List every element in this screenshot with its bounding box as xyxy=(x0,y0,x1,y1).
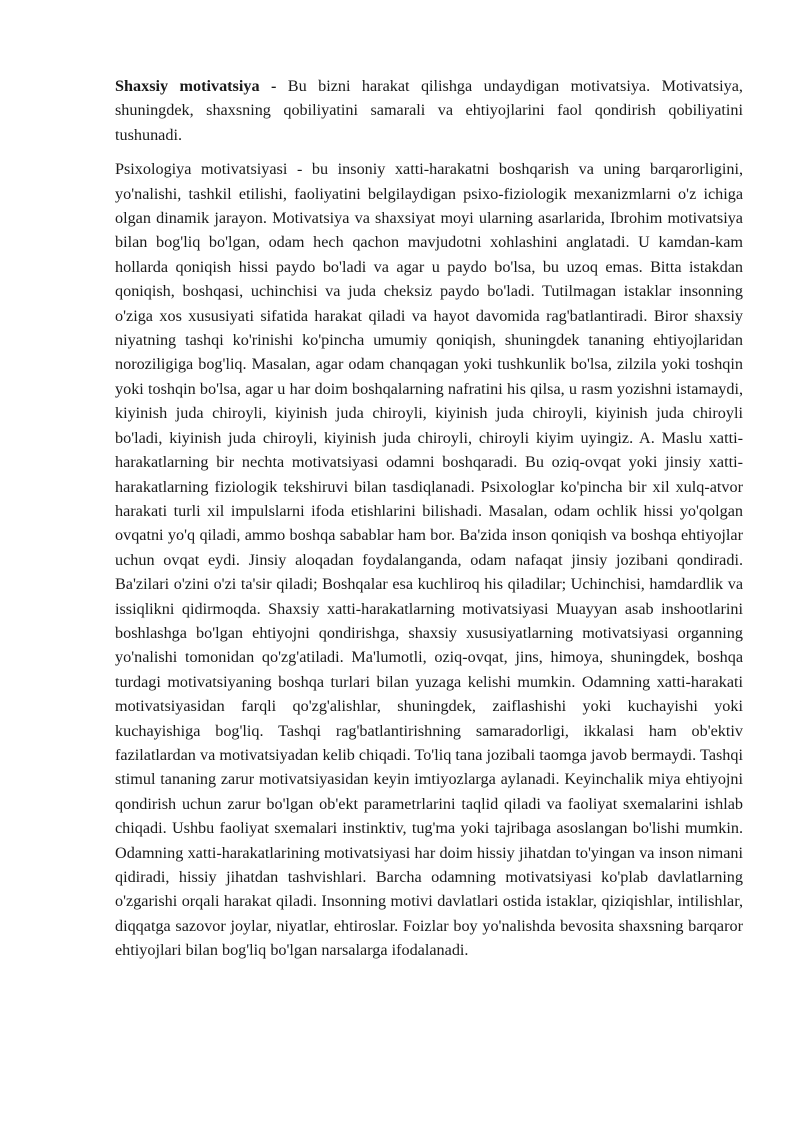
paragraph-text: Psixologiya motivatsiyasi - bu insoniy xatti-harakatni boshqarish va uning barqarorligini, yo'nalishi, tashkil etilishi, faoliyatini belgilaydigan psixo-fiziologik mexanizmlarni o'z ichiga olgan dinamik jarayon. Motivatsiya va shaxsiyat moyi ularning asarlarida, Ibrohim motivatsiya bilan bog'liq bo'lgan, odam hech qachon mavjudotni xohlashini anglatadi. U kamdan-kam hollarda qoniqish hissi paydo bo'ladi va agar u paydo bo'lsa, bu uzoq emas. Bitta istakdan qoniqish, boshqasi, uchinchisi va juda cheksiz paydo bo'ladi. Tutilmagan istaklar insonning o'ziga xos xususiyati sifatida harakat qiladi va hayot davomida rag'batlantiradi. Biror shaxsiy niyatning tashqi ko'rinishi ko'pincha umumiy qoniqish, shuningdek tananing ehtiyojlaridan noroziligiga bog'liq. Masalan, agar odam chanqagan yoki tushkunlik bo'lsa, zilzila yoki toshqin yoki toshqin bo'lsa, agar u har doim boshqalarning nafratini his qilsa, u rasm yozishni istamaydi, kiyinish juda chiroyli, kiyinish juda chiroyli, kiyinish juda chiroyli, kiyinish juda chiroyli bo'ladi, kiyinish juda chiroyli, kiyinish juda chiroyli, chiroyli kiyim uyingiz. A. Maslu xatti-harakatlarning bir nechta motivatsiyasi odamni boshqaradi. Bu oziq-ovqat yoki jinsiy xatti-harakatlarning fiziologik tekshiruvi bilan tasdiqlanadi. Psixologlar ko'pincha bir xil xulq-atvor harakati turli xil impulslarni ifoda etishlarini bilishadi. Masalan, odam ochlik hissi yo'qolgan ovqatni yo'q qiladi, ammo boshqa sabablar ham bor. Ba'zida inson qoniqish va boshqa ehtiyojlar uchun ovqat eydi. Jinsiy aloqadan foydalanganda, odam nafaqat jinsiy jozibani qondiradi. Ba'zilari o'zini o'zi ta'sir qiladi; Boshqalar esa kuchliroq his qiladilar; Uchinchisi, hamdardlik va issiqlikni qidirmoqda. Shaxsiy xatti-harakatlarning motivatsiyasi Muayyan asab inshootlarini boshlashga bo'lgan ehtiyojni qondirishga, shaxsiy xususiyatlarning motivatsiyasi organning yo'nalishi tomonidan qo'zg'atiladi. Ma'lumotli, oziq-ovqat, jins, himoya, shuningdek, boshqa turdagi motivatsiyaning boshqa turlari bilan yuzaga kelishi mumkin. Odamning xatti-harakati motivatsiyasidan farqli qo'zg'alishlar, shuningdek, zaiflashishi yoki kuchayishi yoki kuchayishiga bog'liq. Tashqi rag'batlantirishning samaradorligi, ikkalasi ham ob'ektiv fazilatlardan va motivatsiyadan kelib chiqadi. To'liq tana jozibali taomga javob bermaydi. Tashqi stimul tananing zarur motivatsiyasidan keyin imtiyozlarga aylanadi. Keyinchalik miya ehtiyojni qondirish uchun zarur bo'lgan ob'ekt parametrlarini taqlid qiladi va faoliyat sxemalarini ishlab chiqadi. Ushbu faoliyat sxemalari instinktiv, tug'ma yoki tajribaga asoslangan bo'lishi mumkin. Odamning xatti-harakatlarining motivatsiyasi har doim hissiy jihatdan to'yingan va inson nimani qidiradi, hissiy jihatdan tashvishlari. Barcha odamning motivatsiyasi ko'plab davlatlarning o'zgarishi orqali harakat qiladi. Insonning motivi davlatlari ostida istaklar, qiziqishlar, intilishlar, diqqatga sazovor joylar, niyatlar, ehtiroslar. Foizlar boy yo'nalishda bevosita shaxsning barqaror ehtiyojlari bilan bog'liq bo'lgan narsalarga ifodalanadi. xyxy=(115,160,743,960)
term-heading: Shaxsiy motivatsiya - xyxy=(115,77,277,95)
paragraph-personal-motivation xyxy=(115,74,743,147)
paragraph-psychology-motivation xyxy=(115,157,743,962)
paragraph-text: Bu bizni harakat qilishga undaydigan motivatsiya. Motivatsiya, shuningdek, shaxsning qobiliyatini samarali va ehtiyojlarini faol qondirish qobiliyatini tushunadi. xyxy=(115,77,743,144)
document-page xyxy=(115,74,743,973)
